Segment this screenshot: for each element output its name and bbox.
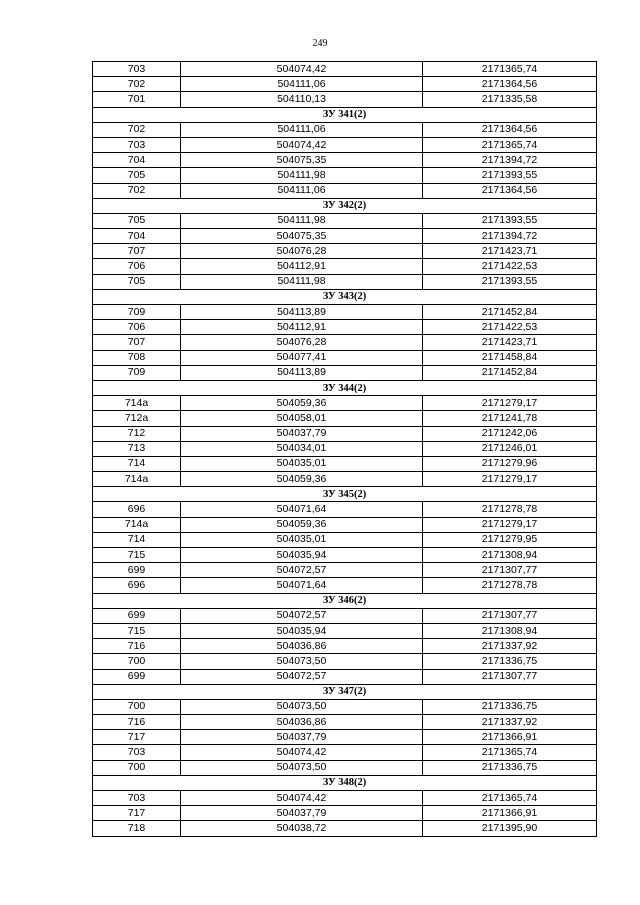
x-coordinate-cell: 504111,06 — [181, 122, 423, 137]
x-coordinate-cell: 504112,91 — [181, 259, 423, 274]
y-coordinate-cell: 2171242,06 — [423, 426, 597, 441]
point-number-cell: 714а — [93, 472, 181, 487]
table-row — [93, 730, 597, 745]
point-number-cell: 707 — [93, 244, 181, 259]
table-row — [93, 578, 597, 593]
y-coordinate-cell: 2171364,56 — [423, 77, 597, 92]
point-number-cell: 704 — [93, 153, 181, 168]
table-row — [93, 168, 597, 183]
table-row — [93, 563, 597, 578]
y-coordinate-cell: 2171279,17 — [423, 517, 597, 532]
y-coordinate-cell: 2171422,53 — [423, 259, 597, 274]
point-number-cell: 706 — [93, 259, 181, 274]
x-coordinate-cell: 504071,64 — [181, 578, 423, 593]
x-coordinate-cell: 504035,94 — [181, 623, 423, 638]
table-row — [93, 548, 597, 563]
page-number: 249 — [312, 38, 328, 49]
point-number-cell: 717 — [93, 806, 181, 821]
table-row — [93, 411, 597, 426]
x-coordinate-cell: 504059,36 — [181, 517, 423, 532]
table-row — [93, 608, 597, 623]
point-number-cell: 715 — [93, 548, 181, 563]
point-number-cell: 717 — [93, 730, 181, 745]
point-number-cell: 696 — [93, 578, 181, 593]
y-coordinate-cell: 2171278,78 — [423, 578, 597, 593]
section-header-row — [93, 107, 597, 122]
point-number-cell: 702 — [93, 183, 181, 198]
y-coordinate-cell: 2171423,71 — [423, 244, 597, 259]
x-coordinate-cell: 504058,01 — [181, 411, 423, 426]
x-coordinate-cell: 504073,50 — [181, 760, 423, 775]
point-number-cell: 712а — [93, 411, 181, 426]
point-number-cell: 715 — [93, 623, 181, 638]
coordinates-table-body — [93, 62, 597, 837]
y-coordinate-cell: 2171365,74 — [423, 137, 597, 152]
x-coordinate-cell: 504076,28 — [181, 335, 423, 350]
point-number-cell: 705 — [93, 213, 181, 228]
y-coordinate-cell: 2171452,84 — [423, 305, 597, 320]
point-number-cell: 703 — [93, 137, 181, 152]
x-coordinate-cell: 504035,01 — [181, 456, 423, 471]
y-coordinate-cell: 2171307,77 — [423, 669, 597, 684]
y-coordinate-cell: 2171422,53 — [423, 320, 597, 335]
x-coordinate-cell: 504074,42 — [181, 62, 423, 77]
table-row — [93, 122, 597, 137]
table-row — [93, 745, 597, 760]
y-coordinate-cell: 2171423,71 — [423, 335, 597, 350]
y-coordinate-cell: 2171452,84 — [423, 365, 597, 380]
section-title: ЗУ 343(2) — [93, 289, 597, 304]
x-coordinate-cell: 504035,94 — [181, 548, 423, 563]
y-coordinate-cell: 2171366,91 — [423, 806, 597, 821]
x-coordinate-cell: 504037,79 — [181, 426, 423, 441]
y-coordinate-cell: 2171366,91 — [423, 730, 597, 745]
x-coordinate-cell: 504072,57 — [181, 608, 423, 623]
y-coordinate-cell: 2171393,55 — [423, 274, 597, 289]
y-coordinate-cell: 2171241,78 — [423, 411, 597, 426]
y-coordinate-cell: 2171246,01 — [423, 441, 597, 456]
y-coordinate-cell: 2171337,92 — [423, 715, 597, 730]
section-header-row — [93, 775, 597, 790]
point-number-cell: 700 — [93, 654, 181, 669]
table-row — [93, 153, 597, 168]
section-header-row — [93, 684, 597, 699]
x-coordinate-cell: 504111,98 — [181, 168, 423, 183]
point-number-cell: 700 — [93, 699, 181, 714]
point-number-cell: 703 — [93, 62, 181, 77]
table-row — [93, 456, 597, 471]
table-row — [93, 365, 597, 380]
x-coordinate-cell: 504036,86 — [181, 715, 423, 730]
table-row — [93, 806, 597, 821]
section-header-row — [93, 487, 597, 502]
y-coordinate-cell: 2171365,74 — [423, 745, 597, 760]
x-coordinate-cell: 504073,50 — [181, 699, 423, 714]
section-header-row — [93, 198, 597, 213]
x-coordinate-cell: 504074,42 — [181, 745, 423, 760]
point-number-cell: 706 — [93, 320, 181, 335]
y-coordinate-cell: 2171365,74 — [423, 62, 597, 77]
point-number-cell: 707 — [93, 335, 181, 350]
table-row — [93, 669, 597, 684]
y-coordinate-cell: 2171335,58 — [423, 92, 597, 107]
x-coordinate-cell: 504037,79 — [181, 730, 423, 745]
table-row — [93, 699, 597, 714]
section-title: ЗУ 346(2) — [93, 593, 597, 608]
y-coordinate-cell: 2171308,94 — [423, 548, 597, 563]
table-row — [93, 760, 597, 775]
table-row — [93, 305, 597, 320]
point-number-cell: 714 — [93, 456, 181, 471]
point-number-cell: 700 — [93, 760, 181, 775]
y-coordinate-cell: 2171395,90 — [423, 821, 597, 836]
table-row — [93, 654, 597, 669]
point-number-cell: 714а — [93, 517, 181, 532]
y-coordinate-cell: 2171336,75 — [423, 654, 597, 669]
table-row — [93, 244, 597, 259]
y-coordinate-cell: 2171337,92 — [423, 639, 597, 654]
x-coordinate-cell: 504035,01 — [181, 532, 423, 547]
y-coordinate-cell: 2171278,78 — [423, 502, 597, 517]
point-number-cell: 712 — [93, 426, 181, 441]
table-row — [93, 92, 597, 107]
y-coordinate-cell: 2171279,17 — [423, 396, 597, 411]
point-number-cell: 705 — [93, 168, 181, 183]
section-header-row — [93, 380, 597, 395]
point-number-cell: 714а — [93, 396, 181, 411]
x-coordinate-cell: 504076,28 — [181, 244, 423, 259]
table-row — [93, 274, 597, 289]
section-title: ЗУ 341(2) — [93, 107, 597, 122]
table-row — [93, 517, 597, 532]
point-number-cell: 714 — [93, 532, 181, 547]
x-coordinate-cell: 504059,36 — [181, 472, 423, 487]
x-coordinate-cell: 504038,72 — [181, 821, 423, 836]
table-row — [93, 320, 597, 335]
point-number-cell: 709 — [93, 305, 181, 320]
x-coordinate-cell: 504113,89 — [181, 305, 423, 320]
table-row — [93, 137, 597, 152]
table-row — [93, 532, 597, 547]
point-number-cell: 713 — [93, 441, 181, 456]
point-number-cell: 699 — [93, 669, 181, 684]
table-row — [93, 62, 597, 77]
point-number-cell: 718 — [93, 821, 181, 836]
point-number-cell: 703 — [93, 745, 181, 760]
table-row — [93, 472, 597, 487]
point-number-cell: 704 — [93, 229, 181, 244]
x-coordinate-cell: 504111,06 — [181, 77, 423, 92]
y-coordinate-cell: 2171279,17 — [423, 472, 597, 487]
point-number-cell: 705 — [93, 274, 181, 289]
x-coordinate-cell: 504075,35 — [181, 153, 423, 168]
table-row — [93, 335, 597, 350]
point-number-cell: 716 — [93, 715, 181, 730]
y-coordinate-cell: 2171307,77 — [423, 563, 597, 578]
x-coordinate-cell: 504077,41 — [181, 350, 423, 365]
table-row — [93, 821, 597, 836]
table-row — [93, 791, 597, 806]
y-coordinate-cell: 2171336,75 — [423, 699, 597, 714]
table-row — [93, 623, 597, 638]
y-coordinate-cell: 2171394,72 — [423, 153, 597, 168]
x-coordinate-cell: 504111,98 — [181, 213, 423, 228]
section-title: ЗУ 347(2) — [93, 684, 597, 699]
point-number-cell: 702 — [93, 77, 181, 92]
x-coordinate-cell: 504074,42 — [181, 791, 423, 806]
table-row — [93, 639, 597, 654]
table-row — [93, 426, 597, 441]
point-number-cell: 708 — [93, 350, 181, 365]
x-coordinate-cell: 504111,98 — [181, 274, 423, 289]
point-number-cell: 699 — [93, 608, 181, 623]
x-coordinate-cell: 504036,86 — [181, 639, 423, 654]
y-coordinate-cell: 2171364,56 — [423, 122, 597, 137]
y-coordinate-cell: 2171394,72 — [423, 229, 597, 244]
point-number-cell: 702 — [93, 122, 181, 137]
y-coordinate-cell: 2171308,94 — [423, 623, 597, 638]
y-coordinate-cell: 2171393,55 — [423, 168, 597, 183]
x-coordinate-cell: 504059,36 — [181, 396, 423, 411]
y-coordinate-cell: 2171365,74 — [423, 791, 597, 806]
x-coordinate-cell: 504034,01 — [181, 441, 423, 456]
point-number-cell: 696 — [93, 502, 181, 517]
point-number-cell: 716 — [93, 639, 181, 654]
x-coordinate-cell: 504072,57 — [181, 563, 423, 578]
section-header-row — [93, 289, 597, 304]
point-number-cell: 701 — [93, 92, 181, 107]
table-row — [93, 77, 597, 92]
x-coordinate-cell: 504113,89 — [181, 365, 423, 380]
x-coordinate-cell: 504112,91 — [181, 320, 423, 335]
table-row — [93, 502, 597, 517]
table-row — [93, 396, 597, 411]
section-title: ЗУ 345(2) — [93, 487, 597, 502]
y-coordinate-cell: 2171307,77 — [423, 608, 597, 623]
table-row — [93, 259, 597, 274]
y-coordinate-cell: 2171336,75 — [423, 760, 597, 775]
section-title: ЗУ 348(2) — [93, 775, 597, 790]
x-coordinate-cell: 504110,13 — [181, 92, 423, 107]
table-row — [93, 229, 597, 244]
x-coordinate-cell: 504111,06 — [181, 183, 423, 198]
section-header-row — [93, 593, 597, 608]
y-coordinate-cell: 2171279,96 — [423, 456, 597, 471]
section-title: ЗУ 344(2) — [93, 380, 597, 395]
y-coordinate-cell: 2171364,56 — [423, 183, 597, 198]
point-number-cell: 699 — [93, 563, 181, 578]
table-row — [93, 441, 597, 456]
point-number-cell: 703 — [93, 791, 181, 806]
y-coordinate-cell: 2171279,95 — [423, 532, 597, 547]
coordinates-table — [92, 61, 597, 837]
x-coordinate-cell: 504074,42 — [181, 137, 423, 152]
y-coordinate-cell: 2171393,55 — [423, 213, 597, 228]
point-number-cell: 709 — [93, 365, 181, 380]
x-coordinate-cell: 504072,57 — [181, 669, 423, 684]
table-row — [93, 715, 597, 730]
x-coordinate-cell: 504073,50 — [181, 654, 423, 669]
table-row — [93, 350, 597, 365]
y-coordinate-cell: 2171458,84 — [423, 350, 597, 365]
x-coordinate-cell: 504037,79 — [181, 806, 423, 821]
table-row — [93, 213, 597, 228]
section-title: ЗУ 342(2) — [93, 198, 597, 213]
x-coordinate-cell: 504071,64 — [181, 502, 423, 517]
table-row — [93, 183, 597, 198]
x-coordinate-cell: 504075,35 — [181, 229, 423, 244]
